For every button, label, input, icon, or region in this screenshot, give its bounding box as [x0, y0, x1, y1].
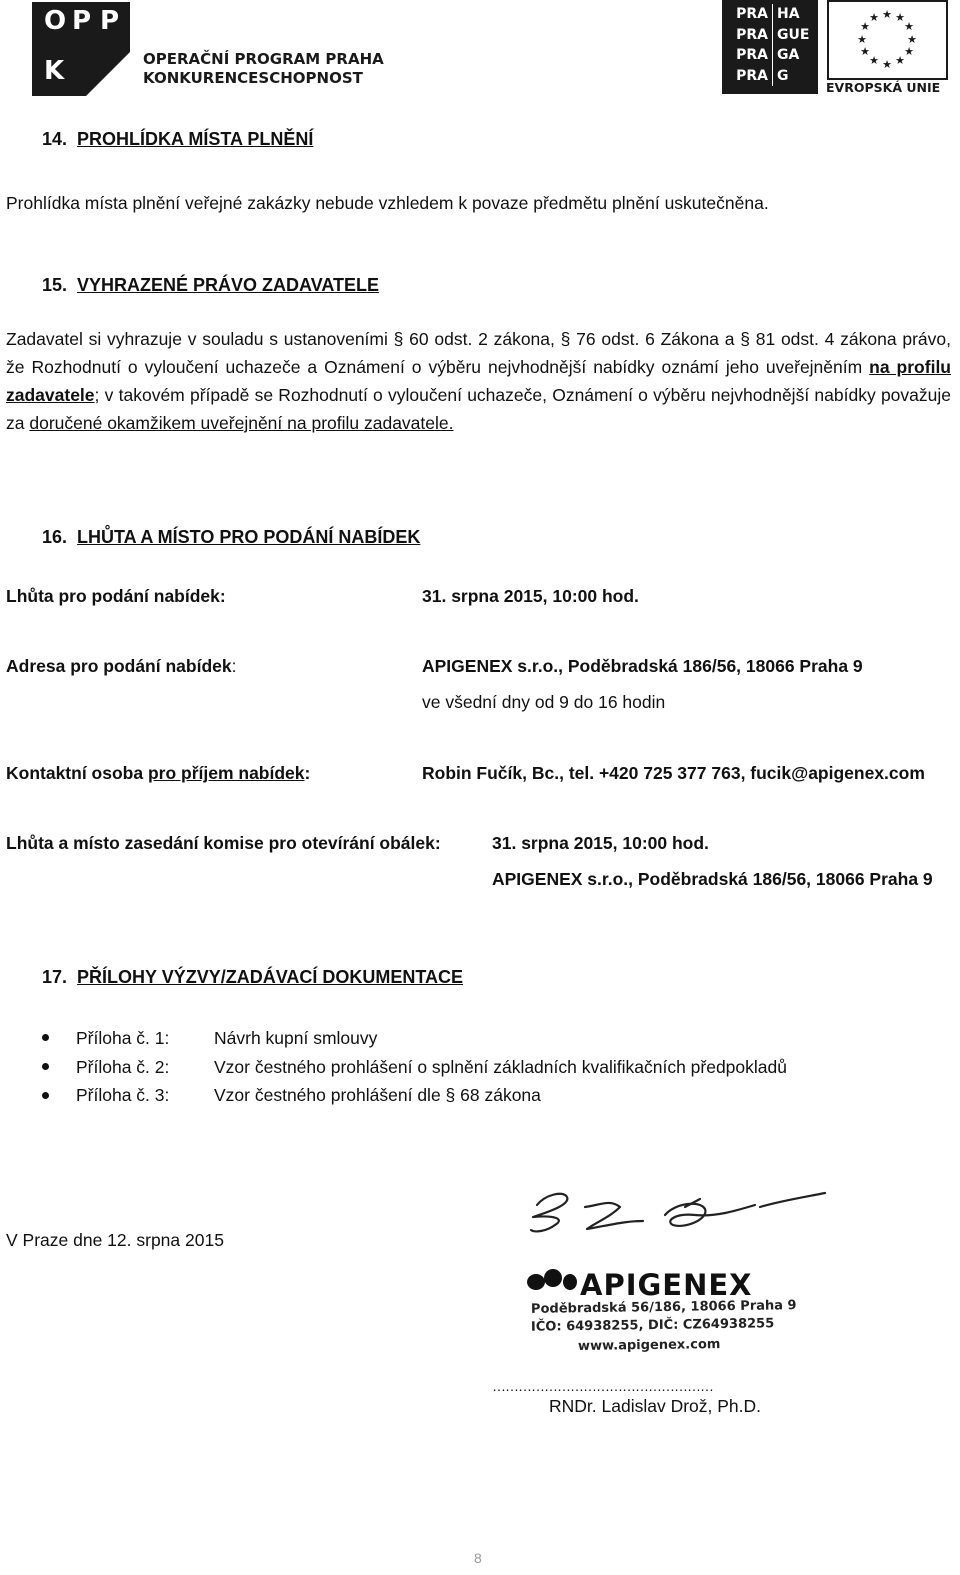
bullet-icon: [42, 1034, 49, 1041]
section-14-text: Prohlídka místa plnění veřejné zakázky nebude vzhledem k povaze předmětu plnění uskutečněna.: [6, 193, 769, 213]
address-label: [6, 656, 236, 676]
contact-value: Robin Fučík, Bc., tel. +420 725 377 763, fucik@apigenex.com: [422, 763, 925, 783]
praha-row: [722, 66, 818, 87]
opening-label: Lhůta a místo zasedání komise pro otevírání obálek:: [6, 833, 441, 853]
contact-label: [6, 763, 310, 783]
praha-row-right: GA: [772, 45, 799, 66]
address-value: APIGENEX s.r.o., Poděbradská 186/56, 18066 Praha 9: [422, 656, 863, 676]
section-16-heading: [42, 527, 420, 548]
praha-row-left: PRA: [736, 47, 768, 63]
profile-link[interactable]: na profilu zadavatele: [6, 357, 951, 405]
section-number: 16.: [42, 527, 68, 547]
praha-row: [722, 25, 818, 46]
svg-text:★: ★: [882, 8, 892, 21]
opening-place: APIGENEX s.r.o., Poděbradská 186/56, 18066 Praha 9: [492, 869, 933, 889]
address-label-text: Adresa pro podání nabídek: [6, 656, 232, 676]
handwritten-signature-icon: [525, 1185, 835, 1255]
address-hours: ve všední dny od 9 do 16 hodin: [422, 692, 666, 712]
section-14-heading: [42, 129, 313, 150]
signature-dots: ……………………………………………: [492, 1378, 713, 1394]
oppk-logo-letters: [38, 4, 126, 90]
praha-row-right: GUE: [772, 25, 809, 46]
attachment-text: Vzor čestného prohlášení o splnění základních kvalifikačních předpokladů: [214, 1057, 787, 1077]
deadline-label: Lhůta pro podání nabídek:: [6, 586, 226, 606]
section-17-heading: [42, 967, 463, 988]
svg-text:★: ★: [907, 33, 917, 46]
contact-label-text: Kontaktní osoba: [6, 763, 148, 783]
svg-text:★: ★: [904, 20, 914, 33]
praha-row: [722, 45, 818, 66]
stamp-company-name: APIGENEX: [580, 1268, 753, 1302]
attachment-label: Příloha č. 2:: [76, 1057, 170, 1077]
bullet-icon: [42, 1063, 49, 1070]
attachment-label: Příloha č. 3:: [76, 1085, 170, 1105]
stamp-ids: IČO: 64938255, DIČ: CZ64938255: [530, 1316, 775, 1335]
oppk-letter-p2: P: [100, 6, 120, 36]
section-15-heading: [42, 275, 379, 296]
praha-row-left: PRA: [736, 67, 768, 84]
svg-text:★: ★: [895, 54, 905, 67]
place-date: V Praze dne 12. srpna 2015: [6, 1230, 224, 1250]
section-title: VYHRAZENÉ PRÁVO ZADAVATELE: [77, 275, 380, 295]
attachment-text: Vzor čestného prohlášení dle § 68 zákona: [214, 1085, 541, 1105]
attachment-label: Příloha č. 1:: [76, 1028, 170, 1048]
svg-text:★: ★: [869, 54, 879, 67]
address-label-colon: :: [231, 656, 237, 676]
section-15-paragraph: [6, 325, 951, 437]
praha-row: [722, 4, 818, 25]
oppk-letter-o: O: [44, 6, 67, 36]
attachment-text: Návrh kupní smlouvy: [214, 1028, 378, 1048]
oppk-letter-p1: P: [72, 6, 92, 36]
oppk-name-line2: KONKURENCESCHOPNOST: [143, 69, 363, 87]
apigenex-bees-icon: [526, 1266, 578, 1296]
oppk-letter-k: K: [44, 56, 65, 86]
svg-text:★: ★: [857, 33, 867, 46]
section-title: PROHLÍDKA MÍSTA PLNĚNÍ: [77, 129, 314, 149]
svg-text:★: ★: [860, 45, 870, 58]
signer-name: RNDr. Ladislav Drož, Ph.D.: [549, 1396, 762, 1416]
eu-label: EVROPSKÁ UNIE: [826, 80, 941, 95]
bullet-icon: [42, 1092, 49, 1099]
svg-text:★: ★: [869, 11, 879, 24]
svg-text:★: ★: [895, 11, 905, 24]
section-title: LHŮTA A MÍSTO PRO PODÁNÍ NABÍDEK: [77, 527, 421, 547]
praha-row-right: HA: [772, 4, 800, 25]
section-number: 15.: [42, 275, 68, 295]
praha-logo-text: [722, 4, 818, 86]
praha-row-left: PRA: [736, 26, 768, 43]
section-number: 14.: [42, 129, 68, 149]
delivery-link[interactable]: doručené okamžikem uveřejnění na profilu zadavatele.: [29, 413, 454, 433]
section-title: PŘÍLOHY VÝZVY/ZADÁVACÍ DOKUMENTACE: [77, 967, 464, 987]
paragraph-text: ; v takovém případě se Rozhodnutí o vyloučení uchazeče, Oznámení o výběru nejvhodnější nabídky považuje za: [6, 385, 951, 433]
oppk-name-line1: OPERAČNÍ PROGRAM PRAHA: [143, 50, 384, 68]
section-number: 17.: [42, 967, 68, 987]
eu-flag-icon: [827, 0, 948, 80]
praha-row-right: G: [772, 66, 789, 87]
svg-text:★: ★: [882, 58, 892, 71]
deadline-value: 31. srpna 2015, 10:00 hod.: [422, 586, 639, 606]
svg-text:★: ★: [860, 20, 870, 33]
opening-date: 31. srpna 2015, 10:00 hod.: [492, 833, 709, 853]
contact-label-colon: :: [304, 763, 311, 783]
page-number: 8: [474, 1550, 482, 1566]
oppk-program-name: [143, 50, 384, 88]
stamp-web: www.apigenex.com: [577, 1337, 721, 1354]
contact-label-link: pro příjem nabídek: [147, 763, 305, 783]
praha-row-left: PRA: [736, 6, 768, 22]
svg-text:★: ★: [904, 45, 914, 58]
eu-stars-icon: [829, 2, 946, 78]
stamp-address: Poděbradská 56/186, 18066 Praha 9: [530, 1298, 797, 1317]
paragraph-text: Zadavatel si vyhrazuje v souladu s ustanoveními § 60 odst. 2 zákona, § 76 odst. 6 Zákona a § 81 odst. 4 zákona právo, že Rozhodnutí o vyloučení uchazeče a Oznámení o výběru nejvhodnější nabídky oznámí jeho uveřejněním: [6, 329, 951, 377]
